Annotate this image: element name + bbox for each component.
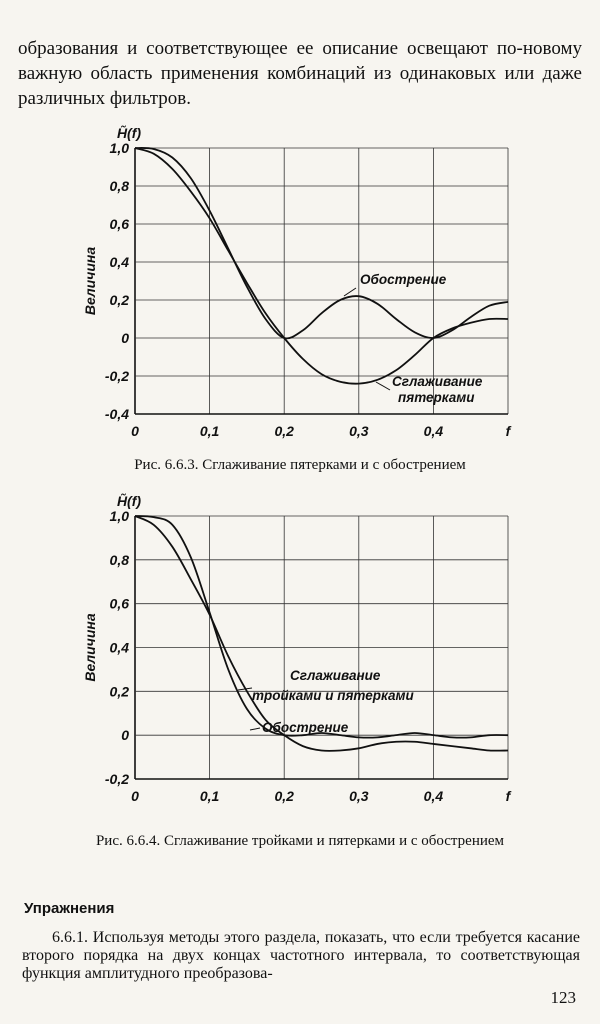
exercise-6-6-1: 6.6.1. Используя методы этого раздела, показать, что если требуется касание второго порядка на двух концах частотного интервала, то соответствующая функция амплитудного преобразова-	[22, 929, 580, 982]
series-annotation: тройками и пятерками	[252, 688, 414, 703]
y-tick-label: 0,6	[109, 216, 129, 232]
x-tick-label: 0,2	[274, 423, 294, 439]
series-annotation: Обострение	[262, 720, 349, 735]
chart-threes-fives-sharpening	[0, 484, 600, 824]
series-line-2	[135, 148, 508, 384]
y-tick-label: 1,0	[109, 140, 129, 156]
y-axis-title: H̃(f)	[116, 125, 142, 141]
y-tick-label: 0,4	[109, 254, 129, 270]
y-tick-label: 0,4	[109, 639, 129, 656]
y-axis-label: Величина	[82, 246, 98, 316]
chart-sharpening-fives	[0, 112, 600, 452]
series-annotation: пятерками	[398, 390, 475, 405]
series-line-1	[135, 516, 508, 751]
x-tick-label: 0,3	[349, 423, 369, 439]
series-line-1	[135, 148, 508, 338]
y-tick-label: 0	[121, 330, 129, 346]
x-tick-label: f	[505, 423, 511, 439]
y-tick-label: 0,2	[109, 292, 129, 308]
y-tick-label: -0,4	[104, 406, 129, 422]
x-tick-label: 0,4	[423, 423, 444, 439]
series-line-2	[135, 516, 508, 738]
annotation-leader	[250, 728, 260, 730]
annotation-leader	[376, 382, 390, 390]
y-tick-label: 0,2	[109, 683, 129, 700]
annotation-leader	[344, 288, 356, 296]
figure-caption-6-6-4: Рис. 6.6.4. Сглаживание тройками и пятерками и с обострением	[95, 833, 505, 849]
y-axis-label: Величина	[82, 613, 98, 682]
series-annotation: Сглаживание	[290, 668, 381, 683]
y-axis-title: H̃(f)	[116, 493, 142, 509]
series-annotation: Сглаживание	[392, 374, 483, 389]
y-tick-label: 1,0	[109, 508, 129, 524]
x-tick-label: 0,1	[199, 788, 220, 804]
y-tick-label: -0,2	[104, 771, 129, 787]
y-tick-label: 0,6	[109, 595, 129, 612]
y-tick-label: 0,8	[109, 178, 129, 194]
figure-caption-6-6-3: Рис. 6.6.3. Сглаживание пятерками и с обострением	[134, 457, 466, 473]
x-tick-label: 0,3	[349, 788, 369, 804]
y-tick-label: 0,8	[109, 551, 129, 568]
x-tick-label: 0	[131, 788, 139, 804]
x-tick-label: 0,2	[274, 788, 294, 804]
y-tick-label: 0	[121, 727, 129, 744]
x-tick-label: f	[505, 788, 511, 804]
x-tick-label: 0	[131, 423, 139, 439]
x-tick-label: 0,1	[199, 423, 220, 439]
y-tick-label: -0,2	[104, 368, 129, 384]
page-number: 123	[550, 988, 576, 1007]
x-tick-label: 0,4	[423, 788, 444, 804]
series-annotation: Обострение	[360, 272, 447, 287]
top-paragraph: образования и соответствующее ее описание освещают по-новому важную область применения комбинаций из одинаковых или даже различных фильтров.	[18, 38, 582, 109]
section-heading-exercises: Упражнения	[24, 900, 115, 917]
